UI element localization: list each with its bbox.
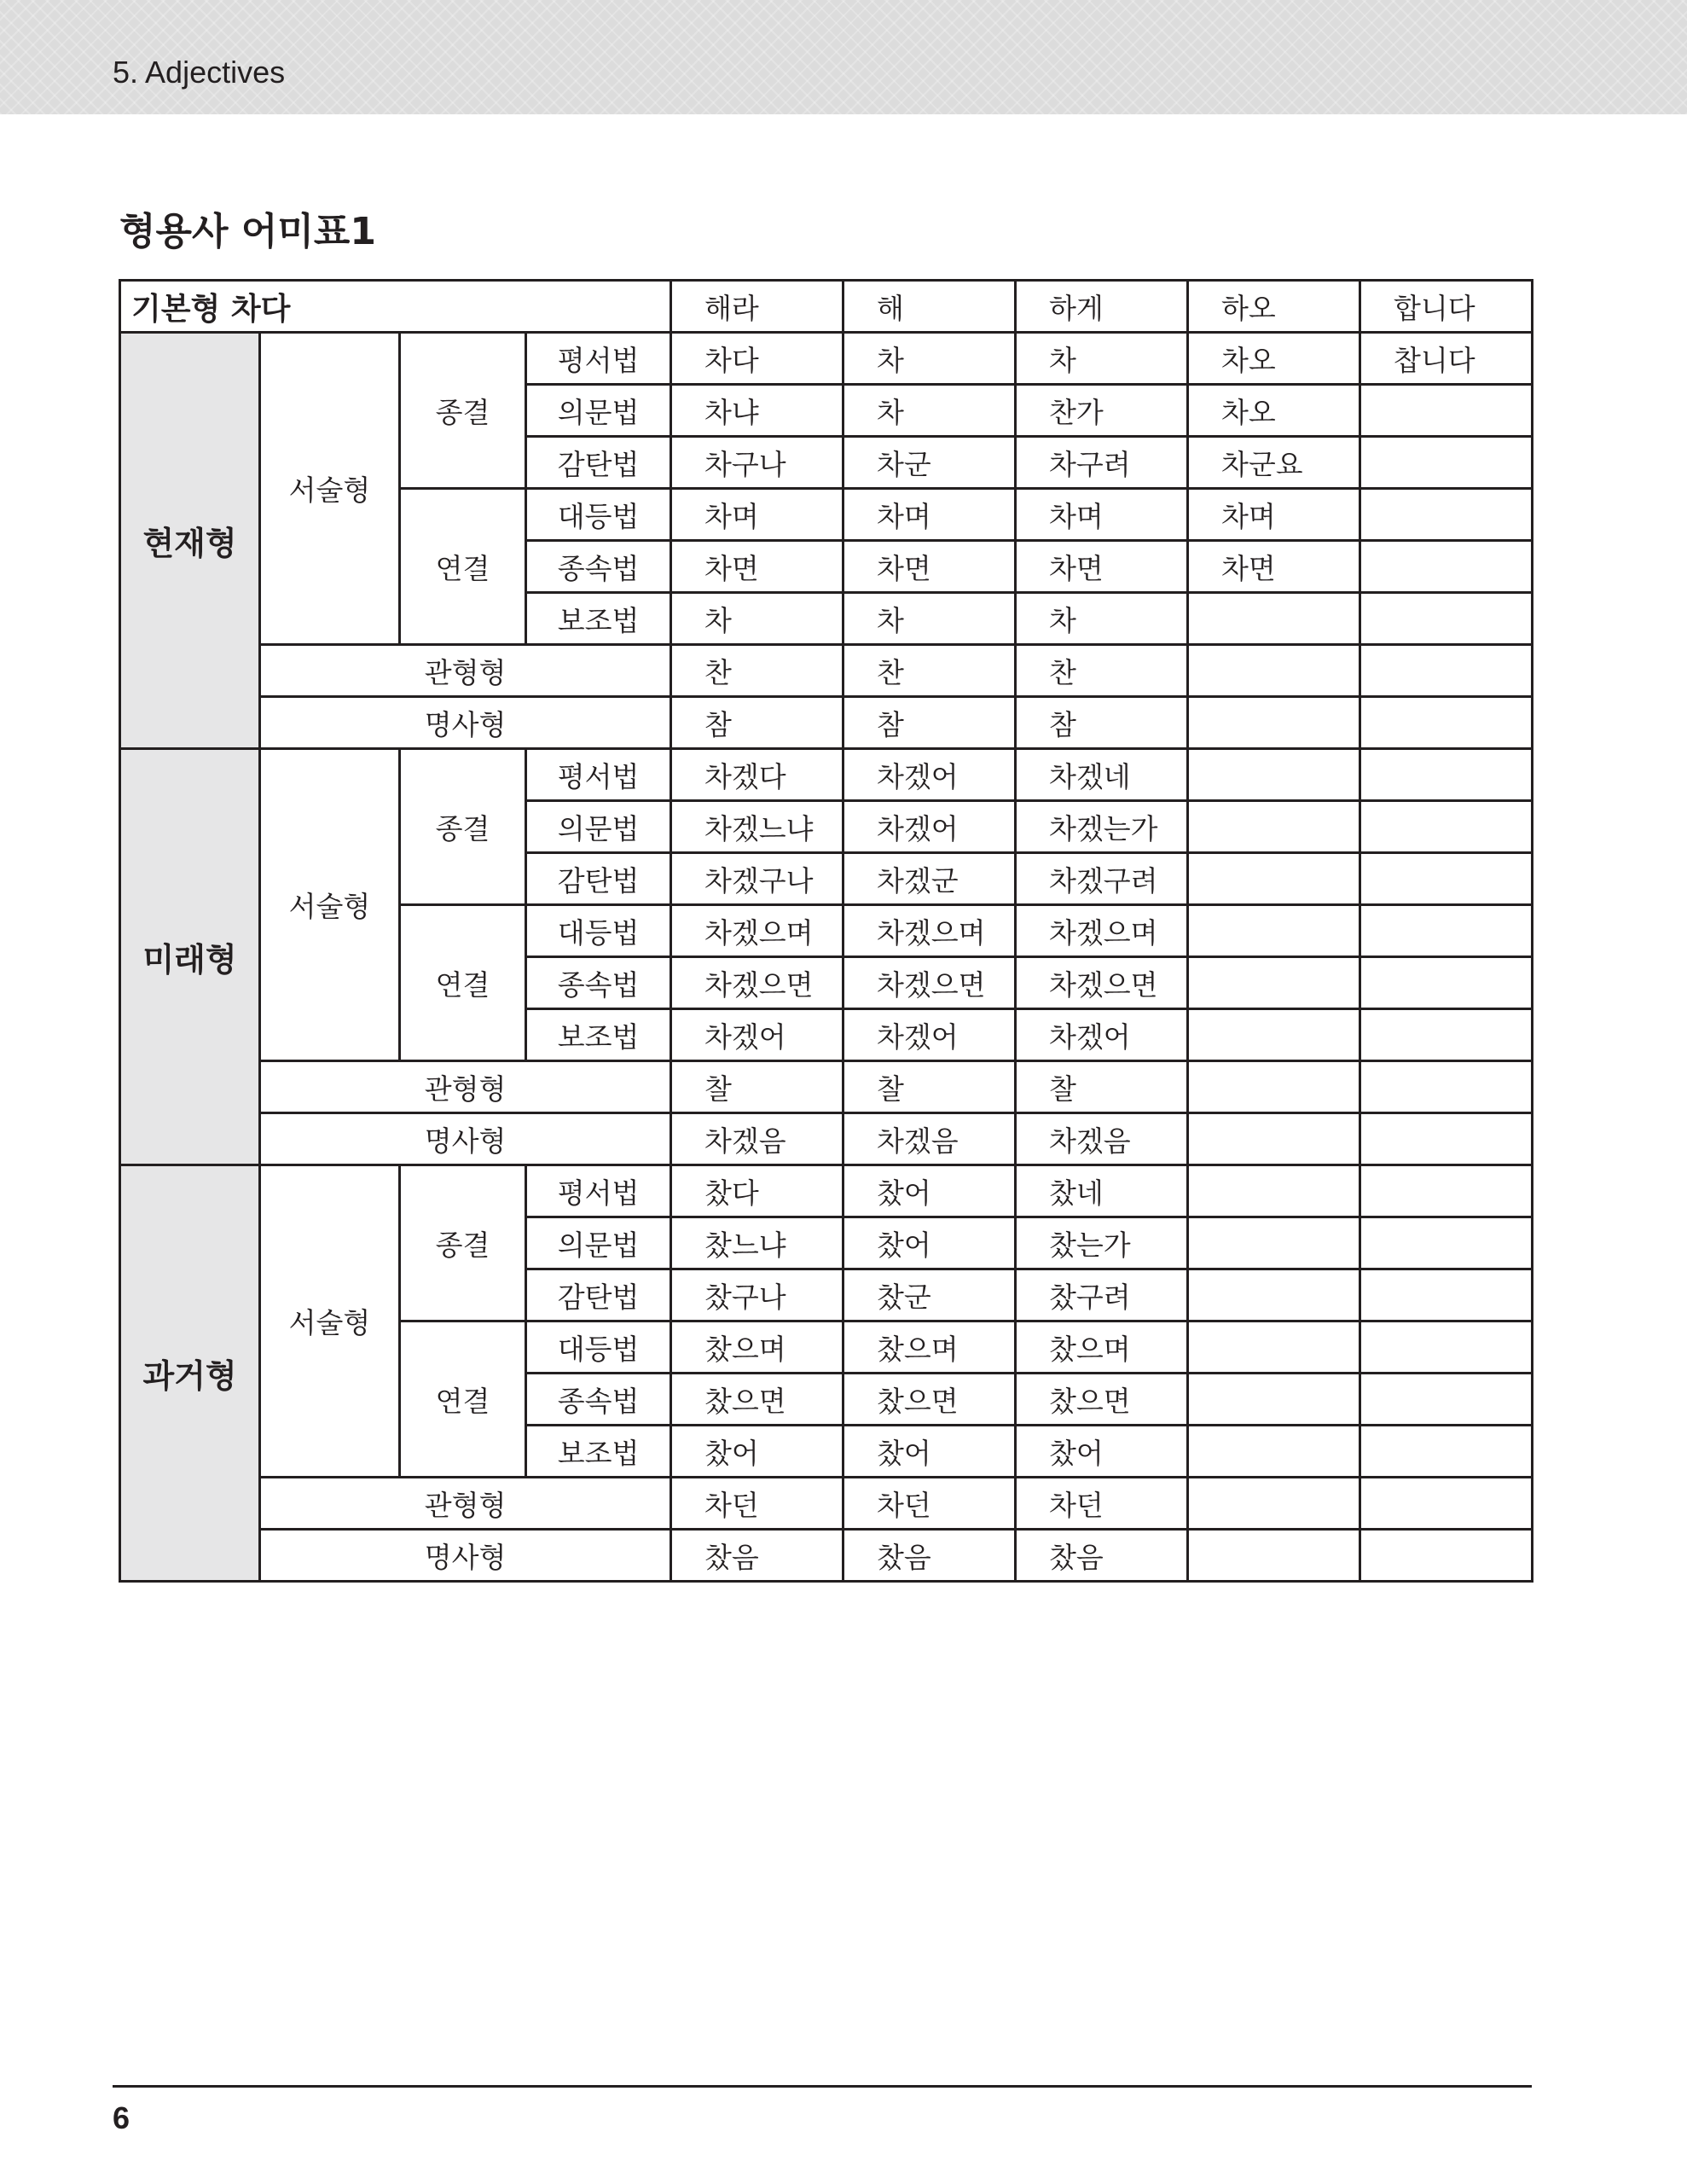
conjugation-cell [1188, 1426, 1360, 1478]
conjugation-cell: 차겠으면 [1016, 957, 1188, 1009]
conjugation-cell [1360, 1321, 1533, 1374]
final-label: 종결 [400, 749, 526, 905]
conjugation-cell [1188, 1217, 1360, 1269]
footer-divider [113, 2085, 1532, 2088]
conjugation-cell: 차냐 [671, 385, 844, 437]
table-row [120, 645, 1533, 697]
connective-label: 연결 [400, 1321, 526, 1478]
tense-label: 미래형 [120, 749, 260, 1165]
conjugation-cell: 찼으며 [1016, 1321, 1188, 1374]
conjugation-cell: 차군 [844, 437, 1016, 489]
conjugation-cell [1360, 1530, 1533, 1582]
conjugation-cell: 찼어 [844, 1165, 1016, 1217]
conjugation-cell: 차 [1016, 593, 1188, 645]
conjugation-cell: 차겠군 [844, 853, 1016, 905]
conjugation-cell: 찼으며 [844, 1321, 1016, 1374]
subordinate-label: 종속법 [526, 1374, 671, 1426]
conjugation-cell [1188, 1374, 1360, 1426]
conjugation-cell: 찼구나 [671, 1269, 844, 1321]
exclamatory-label: 감탄법 [526, 853, 671, 905]
conjugation-cell [1360, 1009, 1533, 1061]
conjugation-cell: 차겠음 [844, 1113, 1016, 1165]
conjugation-cell: 찼으면 [844, 1374, 1016, 1426]
chapter-header-band [0, 0, 1687, 114]
conjugation-cell: 차겠다 [671, 749, 844, 801]
speech-level-header: 하오 [1188, 281, 1360, 333]
conjugation-cell: 차겠어 [844, 801, 1016, 853]
conjugation-cell [1360, 801, 1533, 853]
conjugation-cell: 차겠어 [1016, 1009, 1188, 1061]
conjugation-cell: 차겠으며 [844, 905, 1016, 957]
conjugation-cell [1188, 1061, 1360, 1113]
conjugation-cell [1188, 645, 1360, 697]
conjugation-cell: 차겠으면 [844, 957, 1016, 1009]
conjugation-cell [1360, 749, 1533, 801]
final-label: 종결 [400, 1165, 526, 1321]
conjugation-cell [1360, 489, 1533, 541]
coordinate-label: 대등법 [526, 905, 671, 957]
table-header-row [120, 281, 1533, 333]
conjugation-cell: 차겠는가 [1016, 801, 1188, 853]
predicative-label: 서술형 [260, 749, 400, 1061]
declarative-label: 평서법 [526, 1165, 671, 1217]
conjugation-cell [1360, 1374, 1533, 1426]
conjugation-cell: 차며 [1188, 489, 1360, 541]
conjugation-cell: 찼네 [1016, 1165, 1188, 1217]
table-row [120, 333, 1533, 385]
conjugation-cell [1188, 1321, 1360, 1374]
tense-label: 과거형 [120, 1165, 260, 1582]
conjugation-cell: 찰 [1016, 1061, 1188, 1113]
conjugation-cell: 찰 [844, 1061, 1016, 1113]
conjugation-cell: 차면 [1016, 541, 1188, 593]
conjugation-cell [1188, 1009, 1360, 1061]
adnominal-label: 관형형 [260, 645, 671, 697]
conjugation-cell [1360, 1269, 1533, 1321]
final-label: 종결 [400, 333, 526, 489]
conjugation-cell: 차면 [1188, 541, 1360, 593]
exclamatory-label: 감탄법 [526, 437, 671, 489]
conjugation-cell: 찼으면 [1016, 1374, 1188, 1426]
conjugation-cell [1360, 1113, 1533, 1165]
conjugation-cell: 차며 [844, 489, 1016, 541]
conjugation-cell: 차겠으며 [1016, 905, 1188, 957]
conjugation-cell: 차던 [1016, 1478, 1188, 1530]
connective-label: 연결 [400, 489, 526, 645]
speech-level-header: 해라 [671, 281, 844, 333]
conjugation-cell [1360, 1061, 1533, 1113]
interrogative-label: 의문법 [526, 801, 671, 853]
conjugation-cell: 찹니다 [1360, 333, 1533, 385]
conjugation-cell: 찼어 [844, 1426, 1016, 1478]
conjugation-cell: 차 [844, 333, 1016, 385]
conjugation-cell: 참 [671, 697, 844, 749]
conjugation-cell: 찼으며 [671, 1321, 844, 1374]
tense-label: 현재형 [120, 333, 260, 749]
exclamatory-label: 감탄법 [526, 1269, 671, 1321]
interrogative-label: 의문법 [526, 1217, 671, 1269]
connective-label: 연결 [400, 905, 526, 1061]
conjugation-cell [1188, 697, 1360, 749]
conjugation-cell: 차겠느냐 [671, 801, 844, 853]
table-row [120, 1530, 1533, 1582]
speech-level-header: 해 [844, 281, 1016, 333]
conjugation-cell: 찼어 [1016, 1426, 1188, 1478]
conjugation-cell [1360, 905, 1533, 957]
conjugation-cell [1188, 1165, 1360, 1217]
conjugation-cell: 참 [1016, 697, 1188, 749]
conjugation-cell [1360, 385, 1533, 437]
nominal-label: 명사형 [260, 1530, 671, 1582]
conjugation-cell: 찼음 [671, 1530, 844, 1582]
page-title: 형용사 어미표1 [119, 210, 376, 253]
nominal-label: 명사형 [260, 697, 671, 749]
coordinate-label: 대등법 [526, 489, 671, 541]
conjugation-cell: 차오 [1188, 333, 1360, 385]
predicative-label: 서술형 [260, 333, 400, 645]
conjugation-cell: 찼음 [844, 1530, 1016, 1582]
conjugation-cell: 찬 [671, 645, 844, 697]
conjugation-cell: 차겠네 [1016, 749, 1188, 801]
conjugation-cell: 찬 [1016, 645, 1188, 697]
conjugation-cell: 찼느냐 [671, 1217, 844, 1269]
adnominal-label: 관형형 [260, 1061, 671, 1113]
conjugation-cell [1360, 593, 1533, 645]
conjugation-cell [1188, 1113, 1360, 1165]
conjugation-cell: 차던 [671, 1478, 844, 1530]
conjugation-cell [1360, 645, 1533, 697]
conjugation-cell [1188, 749, 1360, 801]
conjugation-cell: 차오 [1188, 385, 1360, 437]
conjugation-cell: 차겠으며 [671, 905, 844, 957]
table-row [120, 697, 1533, 749]
conjugation-cell [1360, 1217, 1533, 1269]
conjugation-cell: 찼군 [844, 1269, 1016, 1321]
conjugation-cell: 찼다 [671, 1165, 844, 1217]
conjugation-cell [1360, 853, 1533, 905]
conjugation-cell [1188, 1269, 1360, 1321]
conjugation-cell: 찼어 [844, 1217, 1016, 1269]
coordinate-label: 대등법 [526, 1321, 671, 1374]
table-row [120, 1478, 1533, 1530]
conjugation-cell: 참 [844, 697, 1016, 749]
chapter-label: 5. Adjectives [113, 55, 286, 90]
conjugation-cell: 차 [671, 593, 844, 645]
declarative-label: 평서법 [526, 333, 671, 385]
conjugation-cell: 차며 [1016, 489, 1188, 541]
conjugation-cell: 찼는가 [1016, 1217, 1188, 1269]
conjugation-cell [1360, 1165, 1533, 1217]
adnominal-label: 관형형 [260, 1478, 671, 1530]
table-row [120, 749, 1533, 801]
conjugation-cell: 차 [1016, 333, 1188, 385]
subordinate-label: 종속법 [526, 541, 671, 593]
conjugation-cell: 찼으면 [671, 1374, 844, 1426]
conjugation-cell: 차 [844, 593, 1016, 645]
conjugation-cell: 차겠구려 [1016, 853, 1188, 905]
conjugation-cell: 차겠구나 [671, 853, 844, 905]
conjugation-cell: 찬가 [1016, 385, 1188, 437]
interrogative-label: 의문법 [526, 385, 671, 437]
conjugation-cell: 차며 [671, 489, 844, 541]
conjugation-cell: 차구나 [671, 437, 844, 489]
subordinate-label: 종속법 [526, 957, 671, 1009]
conjugation-cell [1188, 1530, 1360, 1582]
auxiliary-label: 보조법 [526, 1426, 671, 1478]
conjugation-cell: 찼음 [1016, 1530, 1188, 1582]
conjugation-cell [1188, 905, 1360, 957]
conjugation-cell: 차구려 [1016, 437, 1188, 489]
conjugation-cell [1360, 957, 1533, 1009]
conjugation-cell [1360, 1478, 1533, 1530]
conjugation-cell: 찬 [844, 645, 1016, 697]
conjugation-cell [1360, 697, 1533, 749]
table-row [120, 1113, 1533, 1165]
conjugation-cell: 차겠어 [844, 749, 1016, 801]
conjugation-cell: 찰 [671, 1061, 844, 1113]
basic-form-cell: 기본형 차다 [120, 281, 671, 333]
conjugation-cell: 차다 [671, 333, 844, 385]
conjugation-cell: 찼구려 [1016, 1269, 1188, 1321]
conjugation-cell: 차겠어 [844, 1009, 1016, 1061]
conjugation-cell: 차면 [671, 541, 844, 593]
conjugation-cell [1188, 593, 1360, 645]
conjugation-cell [1188, 853, 1360, 905]
nominal-label: 명사형 [260, 1113, 671, 1165]
conjugation-cell: 차겠어 [671, 1009, 844, 1061]
speech-level-header: 합니다 [1360, 281, 1533, 333]
declarative-label: 평서법 [526, 749, 671, 801]
conjugation-table [119, 279, 1533, 1583]
conjugation-cell [1360, 437, 1533, 489]
conjugation-cell: 차면 [844, 541, 1016, 593]
conjugation-cell: 차겠음 [671, 1113, 844, 1165]
conjugation-table-body [120, 281, 1533, 1582]
conjugation-cell: 차군요 [1188, 437, 1360, 489]
conjugation-cell [1360, 541, 1533, 593]
predicative-label: 서술형 [260, 1165, 400, 1478]
conjugation-cell: 찼어 [671, 1426, 844, 1478]
speech-level-header: 하게 [1016, 281, 1188, 333]
table-row [120, 1061, 1533, 1113]
conjugation-cell: 차던 [844, 1478, 1016, 1530]
conjugation-cell: 차 [844, 385, 1016, 437]
table-row [120, 1165, 1533, 1217]
page-number: 6 [113, 2100, 130, 2135]
conjugation-cell [1188, 957, 1360, 1009]
conjugation-cell [1188, 1478, 1360, 1530]
auxiliary-label: 보조법 [526, 593, 671, 645]
conjugation-cell: 차겠음 [1016, 1113, 1188, 1165]
conjugation-cell: 차겠으면 [671, 957, 844, 1009]
conjugation-cell [1360, 1426, 1533, 1478]
auxiliary-label: 보조법 [526, 1009, 671, 1061]
conjugation-cell [1188, 801, 1360, 853]
